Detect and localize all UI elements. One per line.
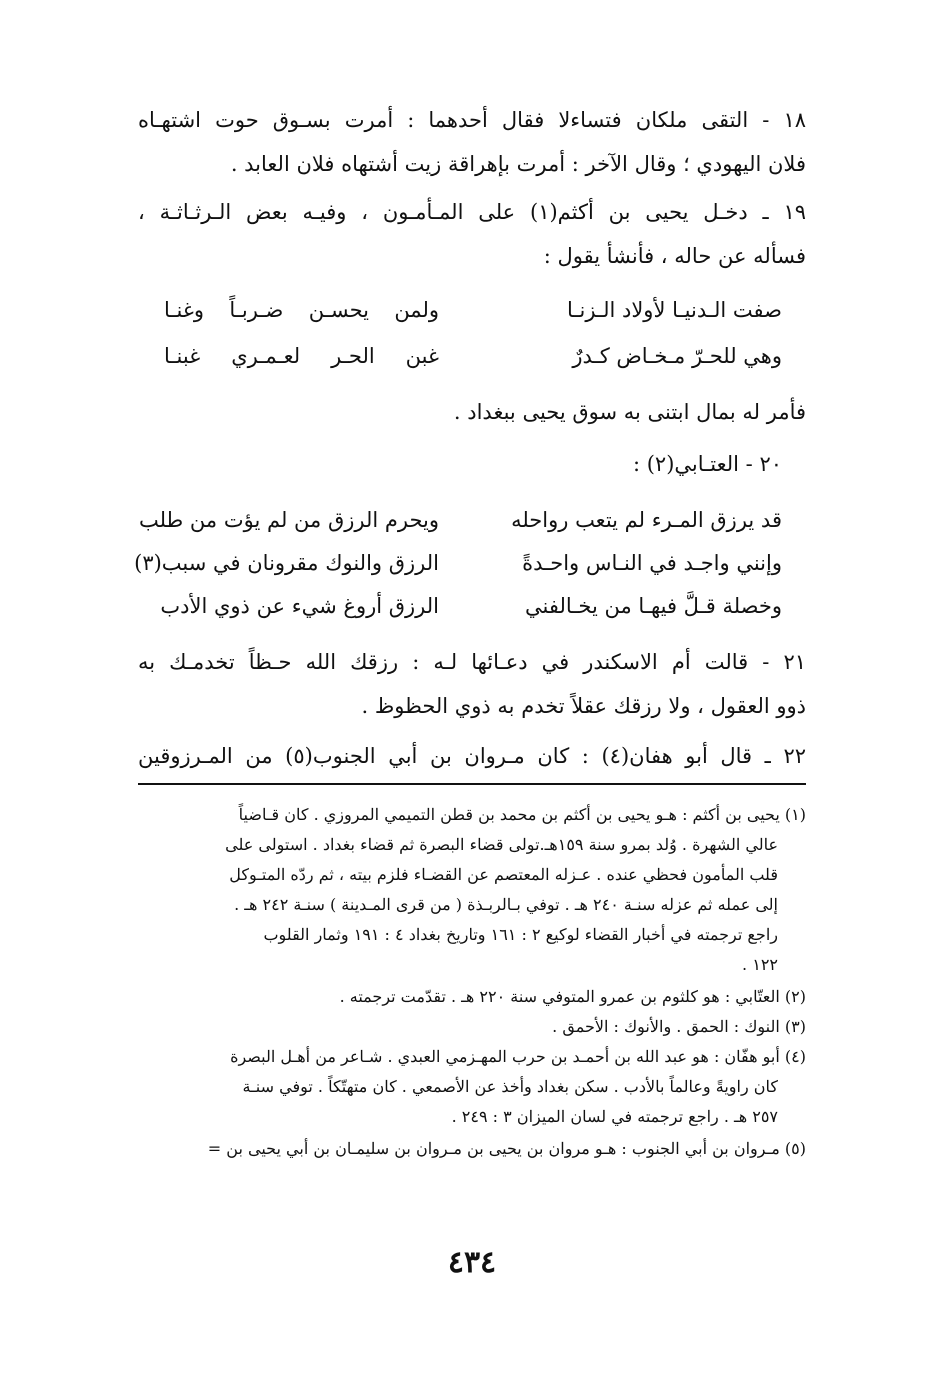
verse-4-right-hemistich: وإنني واجـد في النـاس واحـدةً bbox=[522, 551, 782, 575]
footnote-1-line-6: ١٢٢ . bbox=[742, 955, 778, 974]
footnote-1-line-5: راجع ترجمته في أخبار القضاء لوكيع ٢ : ١٦١ وتاريخ بغداد ٤ : ١٩١ وثمار القلوب bbox=[263, 925, 778, 944]
verse-3-right-hemistich: قد يرزق المـرء لم يتعب رواحله bbox=[511, 508, 782, 532]
footnote-5: (٥) مـروان بن أبي الجنوب : هـو مروان بن يحيى بن مـروان بن سليمـان بن أبي يحيى بن = bbox=[207, 1139, 806, 1158]
item-20-heading: ٢٠ - العتـابي(٢) : bbox=[632, 452, 782, 476]
footnote-1-line-3: قلب المأمون فحظي عنده . عـزله المعتصم عن القضـاء فلزم بيته ، ثم ردّه المتـوكل bbox=[229, 865, 778, 884]
item-18-line-2: فلان اليهودي ؛ وقال الآخر : أمرت بإهراقة زيت أشتهاه فلان العابد . bbox=[230, 152, 806, 176]
verse-4-left-hemistich: الرزق والنوك مقرونان في سبب(٣) bbox=[134, 551, 439, 575]
item-21-line-1: ٢١ - قالت أم الاسكندر في دعـائها لـه : رزقك الله حـظاً تخدمـك به bbox=[138, 650, 806, 674]
footnote-3: (٣) النوك : الحمق . والأنوك : الأحمق . bbox=[552, 1017, 806, 1036]
footnote-2: (٢) العتّابي : هو كلثوم بن عمرو المتوفي سنة ٢٢٠ هـ . تقدّمت ترجمته . bbox=[339, 987, 806, 1006]
footnote-4-line-2: كان راويةً وعالماً بالأدب . سكن بغداد وأخذ عن الأصمعي . كان متهتّكاً . توفي سنـة bbox=[242, 1077, 778, 1096]
verse-5-right-hemistich: وخصلة قـلَّ فيهـا من يخـالفني bbox=[525, 594, 782, 618]
footnote-separator bbox=[138, 783, 806, 785]
verse-1-left-hemistich: ولمن يحسـن ضـربـاً وغنـا bbox=[164, 298, 439, 322]
item-21-line-2: ذوو العقول ، ولا رزقك عقلاً تخدم به ذوي الحظوظ . bbox=[361, 694, 806, 718]
item-19-line-2: فسأله عن حاله ، فأنشأ يقول : bbox=[543, 244, 806, 268]
verse-2-left-hemistich: غبن الحـر لعـمـري غبنـا bbox=[164, 344, 439, 368]
item-19-closing-line: فأمر له بمال ابتنى به سوق يحيى ببغداد . bbox=[453, 400, 806, 424]
footnote-4-line-3: ٢٥٧ هـ . راجع ترجمته في لسان الميزان ٣ : ٢٤٩ . bbox=[451, 1107, 778, 1126]
verse-1-right-hemistich: صفت الـدنيـا لأولاد الـزنـا bbox=[566, 298, 782, 322]
verse-2-right-hemistich: وهي للحـرّ مـخـاض كـدرٌ bbox=[572, 344, 782, 368]
item-22-line-1: ٢٢ ـ قال أبو هفان(٤) : كان مـروان بن أبي الجنوب(٥) من المـرزوقين bbox=[138, 744, 806, 768]
verse-3-left-hemistich: ويحرم الرزق من لم يؤت من طلب bbox=[138, 508, 439, 532]
footnote-1-line-4: إلى عمله ثم عزله سنـة ٢٤٠ هـ . توفي بـالربـذة ( من قرى المـدينة ) سنـة ٢٤٢ هـ . bbox=[234, 895, 778, 914]
item-18-line-1: ١٨ - التقى ملكان فتساءلا فقال أحدهما : أمرت بسـوق حوت اشتهـاه bbox=[138, 108, 806, 132]
item-19-line-1: ١٩ ـ دخـل يحيى بن أكثم(١) على المـأمـون ، وفيـه بعض الـرثـاثـة ، bbox=[138, 200, 807, 224]
page-number: ٤٣٤ bbox=[447, 1245, 497, 1280]
footnote-1-line-2: عالي الشهرة . وُلد بمرو سنة ١٥٩هـ.تولى قضاء البصرة ثم قضاء بغداد . استولى على bbox=[225, 835, 778, 854]
footnote-1-line-1: (١) يحيى بن أكثم : هـو يحيى بن أكثم بن محمد بن قطن التميمي المروزي . كان قـاضياً bbox=[238, 805, 806, 824]
footnote-4-line-1: (٤) أبو هفّان : هو عبد الله بن أحمـد بن حرب المهـزمي العبدي . شـاعر من أهـل البصرة bbox=[230, 1047, 806, 1066]
verse-5-left-hemistich: الرزق أروغ شيء عن ذوي الأدب bbox=[160, 594, 439, 618]
